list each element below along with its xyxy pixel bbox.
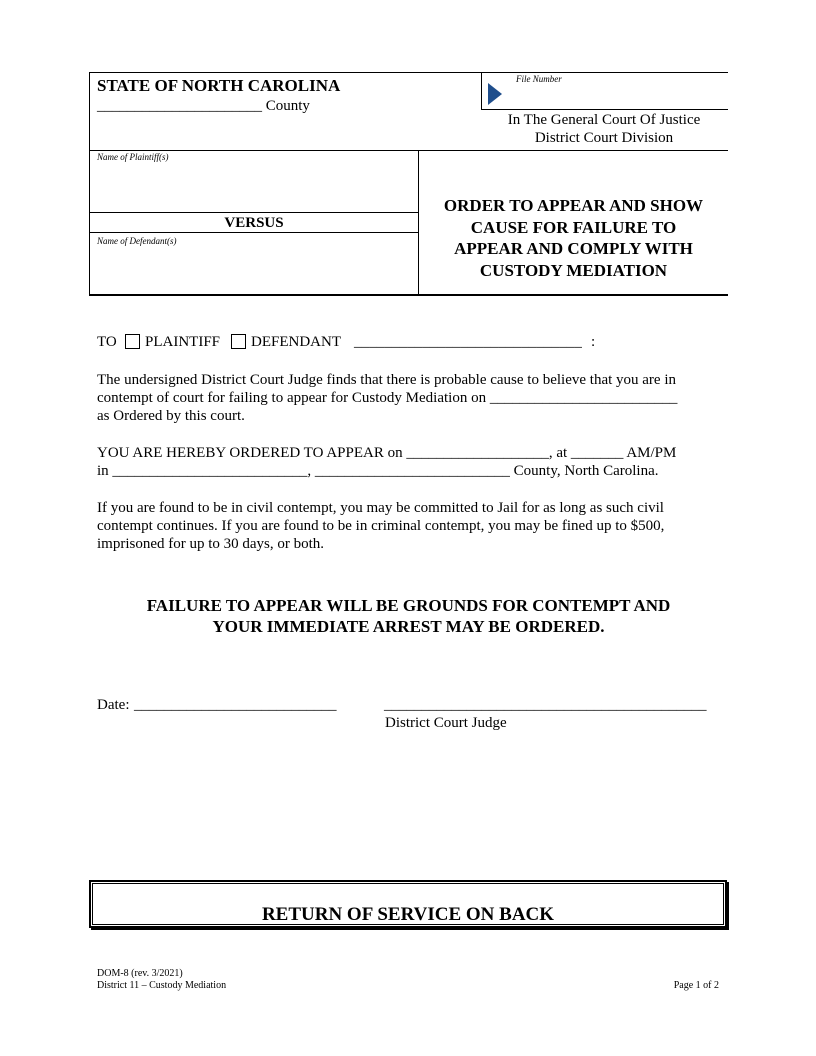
contempt-line-1: If you are found to be in civil contempt, you may be committed to Jail for as long as such civil [97,500,664,516]
file-number-field[interactable] [505,84,725,106]
title-line: CAUSE FOR FAILURE TO [470,217,677,237]
finding-line-1: The undersigned District Court Judge finds that there is probable cause to believe that you are in [97,372,677,388]
district-label: District 11 – Custody Mediation [97,980,227,991]
file-number-box-bottom [481,109,728,110]
contempt-line-3: imprisoned for up to 30 days, or both. [97,536,325,552]
caption-mid-rule [89,150,728,151]
date-label: Date: [97,697,130,713]
judge-label: District Court Judge [385,715,507,731]
page-number: Page 1 of 2 [673,980,719,991]
to-colon: : [591,334,596,350]
plaintiff-checkbox-label: PLAINTIFF [145,334,221,350]
versus-top-rule [89,212,418,213]
state-name: STATE OF NORTH CAROLINA [97,76,341,95]
warning-line-1: FAILURE TO APPEAR WILL BE GROUNDS FOR CONTEMPT AND [146,596,671,615]
title-line: APPEAR AND COMPLY WITH [454,239,693,258]
form-id: DOM-8 (rev. 3/2021) [97,968,183,979]
caption-bottom-rule [89,294,728,296]
county-line [97,97,310,115]
to-label: TO [97,334,117,350]
to-name-blank[interactable]: ______________________________ [354,334,582,350]
court-line-2: District Court Division [534,130,674,146]
return-of-service-box [89,880,727,928]
versus-bottom-rule [89,232,418,233]
defendant-name-field[interactable] [95,249,413,291]
defendant-checkbox[interactable] [231,334,246,349]
contempt-line-2: contempt continues. If you are found to be in criminal contempt, you may be fined up to $500, [97,518,665,534]
order-line-1: YOU ARE HEREBY ORDERED TO APPEAR on ___________________, at _______ AM/PM [97,445,677,461]
county-blank[interactable]: ______________________ [97,98,262,114]
date-blank[interactable]: ___________________________ [134,697,337,713]
document-title [419,195,728,281]
order-line-2: in __________________________, __________________________ County, North Carolina. [97,463,659,479]
warning-line-2: YOUR IMMEDIATE ARREST MAY BE ORDERED. [212,617,605,636]
court-line-1: In The General Court Of Justice [507,112,701,128]
plaintiff-checkbox[interactable] [125,334,140,349]
versus-label: VERSUS [224,215,284,231]
county-label: County [265,98,310,114]
return-of-service-title: RETURN OF SERVICE ON BACK [261,904,555,925]
file-number-box-left [481,72,482,110]
caption-top-rule [89,72,728,73]
title-line: ORDER TO APPEAR AND SHOW [443,196,704,215]
defendant-checkbox-label: DEFENDANT [251,334,341,350]
defendant-label: Name of Defendant(s) [97,236,177,246]
file-number-label: File Number [516,74,562,84]
finding-line-3: as Ordered by this court. [97,408,245,424]
plaintiff-label: Name of Plaintiff(s) [97,152,169,162]
plaintiff-name-field[interactable] [95,165,413,209]
file-number-arrow-icon [487,82,503,106]
title-line: CUSTODY MEDIATION [479,260,668,280]
finding-line-2: contempt of court for failing to appear for Custody Mediation on _________________________ [97,390,678,406]
caption-left-border [89,72,90,296]
judge-signature-blank[interactable]: ___________________________________________ [384,697,707,713]
